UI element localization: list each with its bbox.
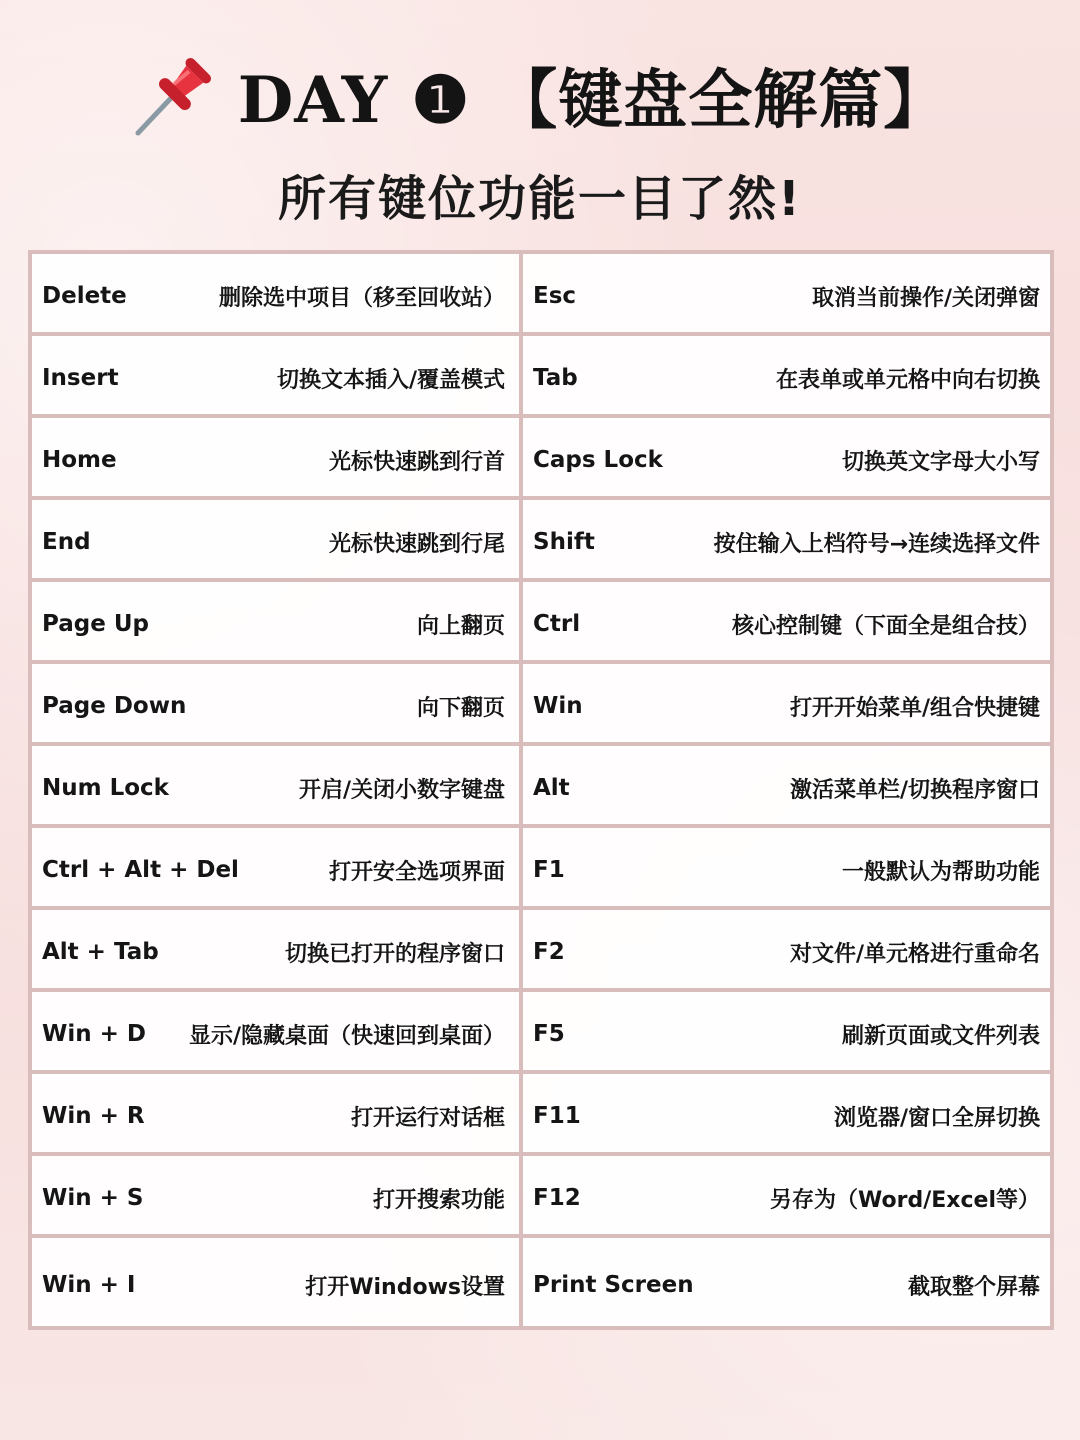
table-row: [32, 828, 1050, 910]
table-cell: [523, 1238, 1050, 1326]
table-cell: [32, 746, 523, 824]
key-description: 核心控制键（下面全是组合技）: [731, 613, 1040, 639]
key-description: 打开Windows设置: [305, 1274, 505, 1300]
table-cell: [32, 1156, 523, 1234]
table-cell: [523, 910, 1050, 988]
key-name: Win + D: [42, 1021, 147, 1047]
table-cell: [32, 1238, 523, 1326]
key-description: 切换已打开的程序窗口: [284, 941, 505, 967]
key-name: Caps Lock: [533, 447, 663, 473]
key-name: Ctrl + Alt + Del: [42, 857, 239, 883]
table-cell: [523, 828, 1050, 906]
table-cell: [32, 254, 523, 332]
table-row: [32, 910, 1050, 992]
key-name: F5: [533, 1021, 565, 1047]
key-description: 取消当前操作/关闭弹窗: [811, 285, 1040, 311]
table-cell: [523, 1156, 1050, 1234]
table-cell: [523, 500, 1050, 578]
key-description: 按住输入上档符号→连续选择文件: [713, 531, 1040, 557]
table-cell: [32, 828, 523, 906]
key-description: 向下翻页: [416, 695, 505, 721]
table-cell: [32, 500, 523, 578]
key-name: Ctrl: [533, 611, 581, 637]
table-row: [32, 746, 1050, 828]
key-description: 打开安全选项界面: [328, 859, 505, 885]
table-cell: [32, 992, 523, 1070]
key-description: 删除选中项目（移至回收站）: [218, 285, 505, 311]
table-row: [32, 336, 1050, 418]
key-name: F2: [533, 939, 565, 965]
key-name: Shift: [533, 529, 595, 555]
key-description: 开启/关闭小数字键盘: [298, 777, 505, 803]
table-row: [32, 1238, 1050, 1326]
key-name: Tab: [533, 365, 578, 391]
key-name: Win + I: [42, 1272, 136, 1298]
shortcut-table: [28, 250, 1054, 1330]
key-description: 激活菜单栏/切换程序窗口: [789, 777, 1040, 803]
key-description: 切换文本插入/覆盖模式: [276, 367, 505, 393]
header: [0, 40, 1080, 150]
key-name: F11: [533, 1103, 581, 1129]
table-row: [32, 500, 1050, 582]
table-row: [32, 664, 1050, 746]
table-cell: [523, 992, 1050, 1070]
key-name: Page Down: [42, 693, 187, 719]
key-description: 浏览器/窗口全屏切换: [833, 1105, 1040, 1131]
key-description: 切换英文字母大小写: [841, 449, 1040, 475]
table-row: [32, 582, 1050, 664]
table-cell: [523, 254, 1050, 332]
table-cell: [32, 1074, 523, 1152]
table-cell: [32, 418, 523, 496]
key-name: Win + R: [42, 1103, 145, 1129]
table-row: [32, 254, 1050, 336]
key-description: 截取整个屏幕: [907, 1274, 1040, 1300]
pushpin-icon: [132, 53, 216, 137]
table-cell: [32, 664, 523, 742]
table-cell: [523, 418, 1050, 496]
key-name: Win + S: [42, 1185, 144, 1211]
key-name: Win: [533, 693, 583, 719]
key-name: Print Screen: [533, 1272, 694, 1298]
key-description: 刷新页面或文件列表: [841, 1023, 1040, 1049]
key-description: 对文件/单元格进行重命名: [789, 941, 1040, 967]
table-cell: [523, 664, 1050, 742]
table-cell: [32, 582, 523, 660]
key-description: 打开开始菜单/组合快捷键: [789, 695, 1040, 721]
key-name: Num Lock: [42, 775, 169, 801]
table-cell: [32, 910, 523, 988]
key-name: Home: [42, 447, 117, 473]
key-name: F12: [533, 1185, 581, 1211]
key-name: Delete: [42, 283, 127, 309]
key-name: Insert: [42, 365, 119, 391]
table-cell: [523, 746, 1050, 824]
key-description: 在表单或单元格中向右切换: [775, 367, 1040, 393]
table-cell: [523, 582, 1050, 660]
key-description: 显示/隐藏桌面（快速回到桌面）: [188, 1023, 505, 1049]
key-name: Esc: [533, 283, 577, 309]
table-row: [32, 418, 1050, 500]
key-description: 打开运行对话框: [350, 1105, 505, 1131]
key-name: Alt: [533, 775, 570, 801]
table-row: [32, 992, 1050, 1074]
table-cell: [523, 336, 1050, 414]
table-cell: [32, 336, 523, 414]
key-description: 向上翻页: [416, 613, 505, 639]
key-description: 光标快速跳到行首: [328, 449, 505, 475]
page-title: DAY ❶ 【键盘全解篇】: [237, 63, 949, 138]
table-row: [32, 1156, 1050, 1238]
table-row: [32, 1074, 1050, 1156]
key-description: 另存为（Word/Excel等）: [770, 1187, 1040, 1213]
key-description: 光标快速跳到行尾: [328, 531, 505, 557]
key-name: F1: [533, 857, 565, 883]
key-description: 打开搜索功能: [372, 1187, 505, 1213]
key-name: Alt + Tab: [42, 939, 159, 965]
page-subtitle: 所有键位功能一目了然!: [278, 171, 802, 227]
table-cell: [523, 1074, 1050, 1152]
key-name: End: [42, 529, 91, 555]
key-name: Page Up: [42, 611, 149, 637]
key-description: 一般默认为帮助功能: [841, 859, 1040, 885]
